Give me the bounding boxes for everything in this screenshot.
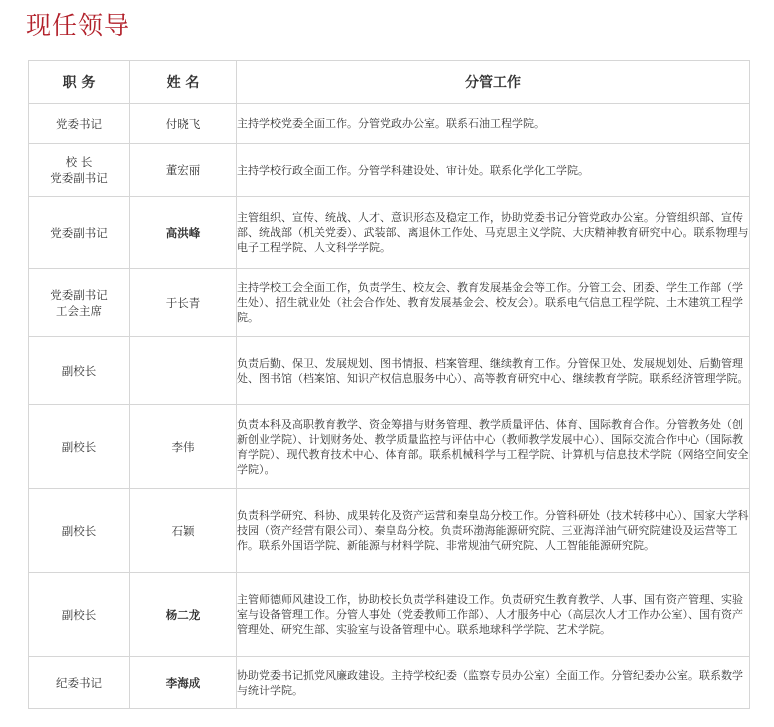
name-cell: 杨二龙 (130, 573, 237, 657)
duty-cell: 主管组织、宣传、统战、人才、意识形态及稳定工作，协助党委书记分管党政办公室。分管组织部、宣传部、统战部（机关党委）、武装部、离退休工作处、马克思主义学院、大庆精神教育研究中心。联系物理与电子工程学院、人文科学学院。 (237, 197, 750, 269)
table-row (29, 489, 750, 573)
header-duty: 分管工作 (237, 61, 750, 104)
role-cell (29, 197, 130, 269)
duty-cell: 主持学校工会全面工作，负责学生、校友会、教育发展基金会等工作。分管工会、团委、学生工作部（学生处）、招生就业处（社会合作处、教育发展基金会、校友会）。联系电气信息工程学院、土木建筑工程学院。 (237, 269, 750, 337)
role-cell (29, 337, 130, 405)
table-header-row (29, 61, 750, 104)
name-cell: 石颖 (130, 489, 237, 573)
duty-cell: 负责科学研究、科协、成果转化及资产运营和秦皇岛分校工作。分管科研处（技术转移中心）、国家大学科技园（资产经营有限公司）、秦皇岛分校。负责环渤海能源研究院、三亚海洋油气研究院建设及运营等工作。联系外国语学院、新能源与材料学院、非常规油气研究院、人工智能能源研究院。 (237, 489, 750, 573)
duty-cell: 负责后勤、保卫、发展规划、图书情报、档案管理、继续教育工作。分管保卫处、发展规划处、后勤管理处、图书馆（档案馆、知识产权信息服务中心）、高等教育研究中心、继续教育学院。联系经济管理学院。 (237, 337, 750, 405)
name-cell: 李海成 (130, 657, 237, 709)
table-row (29, 269, 750, 337)
role-text: 党委副书记 (50, 171, 108, 185)
table-row (29, 197, 750, 269)
table-row (29, 144, 750, 197)
role-text: 党委副书记 (50, 225, 108, 240)
role-cell (29, 573, 130, 657)
role-text: 副校长 (61, 607, 97, 622)
name-cell: 董宏丽 (130, 144, 237, 197)
role-text: 党委副书记 (50, 287, 108, 302)
name-cell: 付晓飞 (130, 104, 237, 144)
role-cell (29, 489, 130, 573)
role-cell (29, 269, 130, 337)
duty-cell: 负责本科及高职教育教学、资金筹措与财务管理、教学质量评估、体育、国际教育合作。分管教务处（创新创业学院）、计划财务处、教学质量监控与评估中心（教师教学发展中心）、国际交流合作中心（国际教育学院）、现代教育技术中心、体育部。联系机械科学与工程学院、计算机与信息技术学院（网络空间安全学院）。 (237, 405, 750, 489)
header-role: 职 务 (29, 61, 130, 104)
name-cell: 于长青 (130, 269, 237, 337)
page-title: 现任领导 (26, 11, 131, 40)
role-cell (29, 657, 130, 709)
header-name: 姓 名 (130, 61, 237, 104)
duty-cell: 主管师德师风建设工作，协助校长负责学科建设工作。负责研究生教育教学、人事、国有资产管理、实验室与设备管理工作。分管人事处（党委教师工作部）、人才服务中心（高层次人才工作办公室）、国有资产管理处、研究生部、实验室与设备管理中心。联系地球科学学院、艺术学院。 (237, 573, 750, 657)
role-text: 纪委书记 (56, 675, 102, 690)
leaders-table (28, 60, 750, 709)
table-row (29, 573, 750, 657)
table-row (29, 104, 750, 144)
table-row (29, 337, 750, 405)
duty-cell: 主持学校党委全面工作。分管党政办公室。联系石油工程学院。 (237, 104, 750, 144)
role-text: 校 长 (65, 155, 93, 169)
role-text: 党委书记 (56, 116, 102, 131)
role-text: 副校长 (61, 439, 97, 454)
role-cell (29, 144, 130, 197)
table-row (29, 657, 750, 709)
name-cell: 高洪峰 (130, 197, 237, 269)
role-text: 工会主席 (56, 303, 102, 318)
table-row (29, 405, 750, 489)
name-cell: 李伟 (130, 405, 237, 489)
duty-cell: 主持学校行政全面工作。分管学科建设处、审计处。联系化学化工学院。 (237, 144, 750, 197)
duty-cell: 协助党委书记抓党风廉政建设。主持学校纪委（监察专员办公室）全面工作。分管纪委办公室。联系数学与统计学院。 (237, 657, 750, 709)
role-cell (29, 104, 130, 144)
role-text: 副校长 (61, 523, 97, 538)
role-text: 副校长 (61, 363, 97, 378)
role-cell (29, 405, 130, 489)
name-cell (130, 337, 237, 405)
